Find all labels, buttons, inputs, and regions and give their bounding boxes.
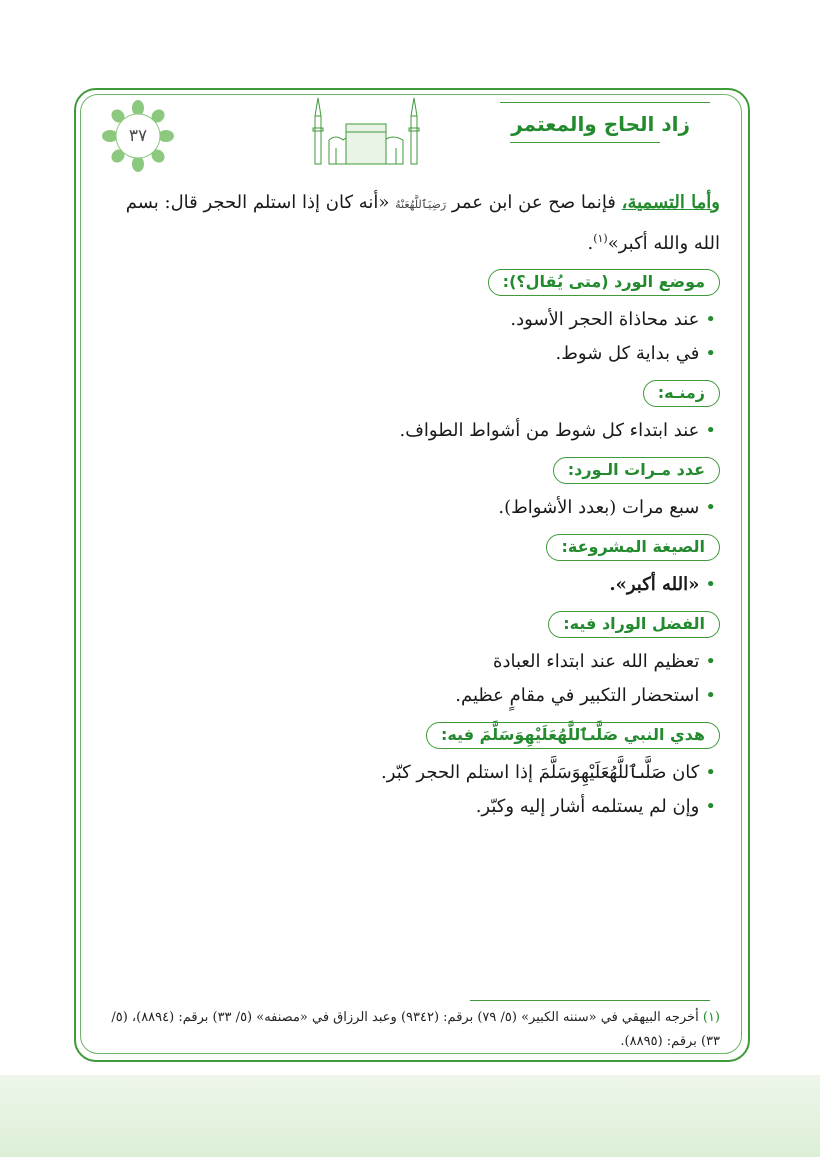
footnote-text: أخرجه البيهقي في «سننه الكبير» (٥/ ٧٩) برقم: (٩٣٤٢) وعبد الرزاق في «مصنفه» (٥/ ٣٣) برقم: (٨٨٩٤)، (٥/ ٣٣) برقم: (٨٨٩٥). [111,1010,720,1049]
intro-text: «أنه كان إذا استلم الحجر قال: بسم الله والله أكبر» [125,192,720,254]
kaaba-icon [301,94,431,166]
footnote [100,1006,720,1054]
section-heading: موضع الورد (متى يُقال؟): [488,269,720,296]
list-item [100,304,720,336]
title-ornament-line [510,142,660,143]
list-item-text: عند ابتداء كل شوط من أشواط الطواف. [399,420,700,441]
intro-keyword: وأما التسمية، [621,192,720,213]
section [100,526,720,601]
list-item [100,791,720,823]
section [100,372,720,447]
list-item-text: عند محاذاة الحجر الأسود. [510,309,700,330]
list-item-text: «الله أكبر». [609,574,700,595]
section [100,714,720,823]
bullet-icon: • [705,796,716,817]
footnote-divider [470,1000,710,1001]
list-item [100,646,720,678]
section [100,603,720,712]
bullet-icon: • [705,651,716,672]
section [100,261,720,370]
section-heading: عدد مـرات الـورد: [553,457,720,484]
intro-text: . [587,233,594,254]
section-heading: الصيغة المشروعة: [546,534,720,561]
book-title: زاد الحاج والمعتمر [511,112,690,136]
bottom-decorative-band [0,1075,820,1157]
list-item-text: تعظيم الله عند ابتداء العبادة [493,651,700,672]
footnote-reference[interactable]: (١) [593,232,608,245]
title-ornament-line [500,102,710,103]
bullet-icon: • [705,574,716,595]
intro-text: فإنما صح عن ابن عمر [446,192,622,213]
list-item-text: سبع مرات (بعدد الأشواط). [498,497,700,518]
list-item-text: في بداية كل شوط. [555,343,700,364]
bullet-icon: • [705,420,716,441]
bullet-icon: • [705,762,716,783]
list-item [100,492,720,524]
list-item [100,569,720,601]
footnote-number: (١) [702,1010,720,1025]
list-item-text: استحضار التكبير في مقامٍ عظيم. [455,685,700,706]
bullet-icon: • [705,685,716,706]
page-body [100,186,720,825]
list-item-text: كان صَلَّىٱللَّهُعَلَيْهِوَسَلَّمَ إذا استلم الحجر كبّر. [381,762,700,783]
list-item [100,338,720,370]
page-number: ٣٧ [128,126,148,146]
honorific-text: رَضِيَٱللَّهُعَنْهُ [395,198,447,211]
section-heading: زمنـه: [643,380,720,407]
intro-paragraph [100,186,720,261]
list-item-text: وإن لم يستلمه أشار إليه وكبّر. [475,796,700,817]
section-heading: الفضل الوراد فيه: [548,611,720,638]
list-item [100,757,720,789]
page-header [80,94,740,184]
section-heading: هدي النبي صَلَّىٱللَّهُعَلَيْهِوَسَلَّمَ فيه: [426,722,720,749]
bullet-icon: • [705,309,716,330]
list-item [100,415,720,447]
bullet-icon: • [705,497,716,518]
section [100,449,720,524]
list-item [100,680,720,712]
bullet-icon: • [705,343,716,364]
